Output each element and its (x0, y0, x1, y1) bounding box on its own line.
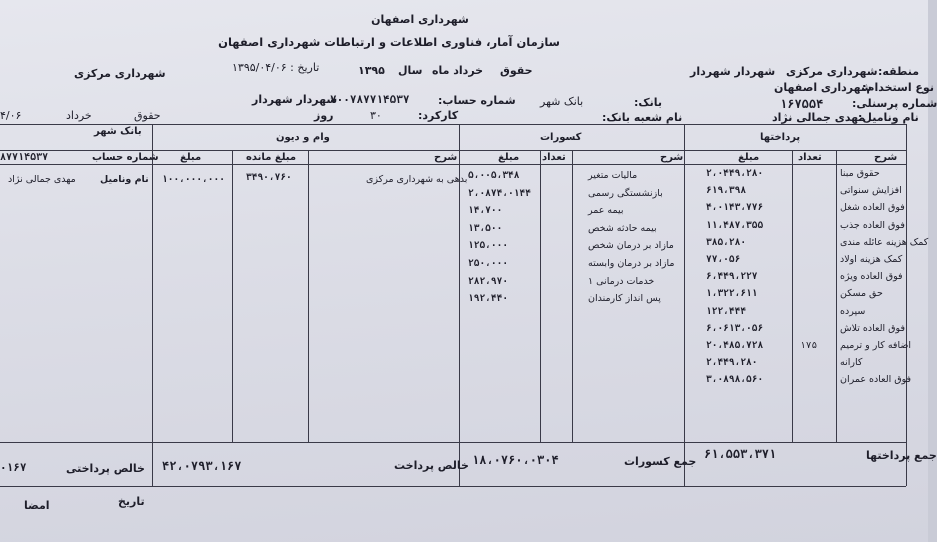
deduction-desc: پس انداز کارمندان (588, 293, 661, 305)
payment-desc: سپرده (840, 305, 866, 317)
payment-desc: کمک هزینه اولاد (840, 254, 903, 265)
name-label: نام ونامیل: (858, 111, 919, 124)
payment-amount: ۶،۰۶۱۳،۰۵۶ (706, 322, 764, 334)
table-footer-divider (0, 442, 906, 443)
ded-col-count: تعداد (542, 152, 566, 163)
payment-amount: ۳،۰۸۹۸،۵۶۰ (706, 374, 764, 386)
payment-amount: ۱۲۲،۴۴۴ (706, 305, 747, 317)
deduction-amount: ۲۸۲،۹۷۰ (468, 275, 509, 287)
payment-count: ۱۷۵ (800, 340, 818, 351)
branch-label: نام شعبه بانک: (602, 111, 683, 124)
org-subtitle: سازمان آمار، فناوری اطلاعات و ارتباطات شهرداری اصفهان (218, 35, 560, 49)
divider-loans (152, 124, 153, 486)
stub-account-label: شماره حساب (92, 152, 159, 163)
deduction-amount: ۲۵۰،۰۰۰ (468, 258, 509, 269)
account-owner: شهردار شهردار (252, 93, 338, 106)
loans-title: وام و دیون (276, 132, 330, 143)
stub-bank-title: بانک شهر (94, 126, 142, 137)
deduction-desc: بیمه حادثه شخص (588, 222, 657, 234)
account-value: ۷۰۰۷۸۷۷۱۴۵۳۷ (330, 93, 410, 106)
footer-date-label: تاریخ (118, 495, 145, 508)
pay-col-desc: شرح (874, 152, 898, 163)
payments-title: پرداختها (760, 132, 801, 143)
bank-label: بانک: (634, 96, 663, 109)
payment-desc: فوق العاده شغل (840, 202, 905, 214)
payment-amount: ۱۱،۴۸۷،۳۵۵ (706, 219, 764, 231)
workdays-label: کارکرد: (418, 109, 459, 122)
loan-amount: ۱۰۰،۰۰۰،۰۰۰ (162, 174, 225, 185)
deduction-amount: ۲،۰۸۷۴،۰۱۴۴ (468, 187, 531, 199)
stub-name-value: مهدی جمالی نژاد (8, 174, 76, 185)
workdays-value: ۳۰ (370, 109, 382, 122)
deduction-amount: ۱۴،۷۰۰ (468, 205, 503, 217)
col-pay-desc (836, 150, 837, 442)
stub-net-fragment: ۰۱۶۷ (0, 461, 27, 474)
deduction-desc: بازنشستگی رسمی (588, 187, 663, 199)
table-header-divider (0, 150, 906, 151)
payment-desc: فوق العاده تلاش (840, 322, 905, 334)
footer-signature-label: امضا (24, 499, 50, 512)
stub-account-fragment: ۸۷۷۱۴۵۳۷ (0, 152, 49, 163)
deduction-desc: مازاد بر درمان شخص (588, 240, 674, 252)
payment-desc: حقوق مبنا (840, 168, 880, 179)
deductions-total-label: جمع کسورات (624, 455, 697, 468)
payments-total-label: جمع پرداختها (866, 449, 937, 462)
region-label: منطقه: (878, 65, 920, 78)
stub-salary: حقوق (134, 109, 161, 122)
loan-col-amount: مبلغ (180, 152, 202, 163)
deduction-amount: ۱۲۵،۰۰۰ (468, 240, 509, 252)
month-label: خرداد ماه (432, 64, 484, 77)
stub-net-label: خالص پرداختی (66, 462, 145, 475)
table-colheader-divider (0, 164, 906, 165)
deduction-desc: خدمات درمانی ۱ (588, 275, 655, 287)
pay-col-amount: مبلغ (738, 152, 760, 163)
payment-amount: ۳۸۵،۲۸۰ (706, 236, 747, 248)
deduction-desc: مالیات متغیر (588, 170, 638, 181)
deduction-amount: ۱۳،۵۰۰ (468, 222, 503, 234)
loan-col-remaining: مبلغ مانده (246, 152, 297, 163)
payment-amount: ۱،۳۲۲،۶۱۱ (706, 288, 758, 300)
personnel-no-label: شماره پرسنلی: (852, 97, 937, 110)
payment-amount: ۲،۴۴۹،۲۸۰ (706, 357, 758, 369)
left-org-name: شهرداری مرکزی (74, 67, 166, 80)
deduction-desc: بیمه عمر (588, 205, 624, 217)
deductions-total-value: ۱۸،۰۷۶۰،۰۳۰۴ (472, 453, 559, 467)
workdays-unit: روز (314, 109, 334, 122)
divider-payments (684, 124, 685, 486)
employment-type-label: نوع استخدام: (862, 81, 934, 94)
salary-word: حقوق (500, 64, 533, 77)
year-value: ۱۳۹۵ (358, 64, 385, 77)
post-value: شهردار شهردار (690, 65, 776, 78)
payment-desc: کارانه (840, 357, 863, 369)
bank-value: بانک شهر (540, 95, 584, 108)
payment-desc: کمک هزینه عائله مندی (840, 236, 929, 248)
print-date: تاریخ : ۱۳۹۵/۰۴/۰۶ (232, 61, 320, 74)
deduction-desc: مازاد بر درمان وابسته (588, 258, 675, 269)
col-pay-count (792, 150, 793, 442)
col-loan-remaining (232, 150, 233, 442)
stub-month: خرداد (66, 109, 92, 122)
payment-desc: فوق العاده جذب (840, 219, 905, 231)
region-value: شهرداری مرکزی (786, 65, 878, 78)
net-pay-value: ۴۲،۰۷۹۳،۱۶۷ (162, 459, 242, 473)
col-loan-desc (308, 150, 309, 442)
loan-desc: بدهی به شهرداری مرکزی (366, 174, 468, 185)
loan-remaining: ۳۴۹۰،۷۶۰ (246, 172, 292, 183)
account-label: شماره حساب: (438, 94, 516, 107)
payment-amount: ۶،۴۴۹،۲۲۷ (706, 271, 758, 283)
payment-desc: فوق العاده عمران (840, 374, 912, 386)
personnel-no-value: ۱۶۷۵۵۴ (780, 97, 824, 111)
org-title: شهرداری اصفهان (371, 13, 469, 26)
loan-col-desc: شرح (434, 152, 458, 163)
col-ded-desc (572, 150, 573, 442)
stub-name-label: نام ونامیل (100, 174, 149, 185)
table-right-border (906, 124, 907, 486)
payment-desc: فوق العاده ویژه (840, 271, 903, 283)
payment-desc: اضافه کار و ترمیم (840, 340, 912, 351)
payment-amount: ۲۰،۴۸۵،۷۲۸ (706, 340, 764, 351)
col-ded-count (540, 150, 541, 442)
net-pay-label: خالص پرداخت (394, 459, 469, 472)
payment-desc: حق مسکن (840, 288, 883, 300)
ded-col-amount: مبلغ (498, 152, 520, 163)
deductions-title: کسورات (540, 132, 582, 143)
payment-amount: ۲،۰۴۴۹،۲۸۰ (706, 168, 764, 179)
payment-desc: افزایش سنواتی (840, 185, 902, 197)
stub-date-fragment: ۴/۰۶ (0, 109, 22, 122)
ded-col-desc: شرح (660, 152, 684, 163)
employment-type-value: شهرداری اصفهان (774, 81, 872, 94)
payment-amount: ۴،۰۱۴۳،۷۷۶ (706, 202, 764, 214)
deduction-amount: ۵،۰۰۵،۳۴۸ (468, 170, 520, 181)
deduction-amount: ۱۹۲،۴۴۰ (468, 293, 509, 305)
pay-col-count: تعداد (798, 152, 822, 163)
table-bottom-border (0, 486, 906, 487)
name-value: مهدی جمالی نژاد (772, 111, 866, 124)
payment-amount: ۶۱۹،۳۹۸ (706, 185, 747, 197)
year-label: سال (398, 64, 423, 77)
payments-total-value: ۶۱،۵۵۳،۳۷۱ (704, 447, 777, 461)
payment-amount: ۷۷،۰۵۶ (706, 254, 741, 265)
table-top-border (0, 124, 906, 125)
